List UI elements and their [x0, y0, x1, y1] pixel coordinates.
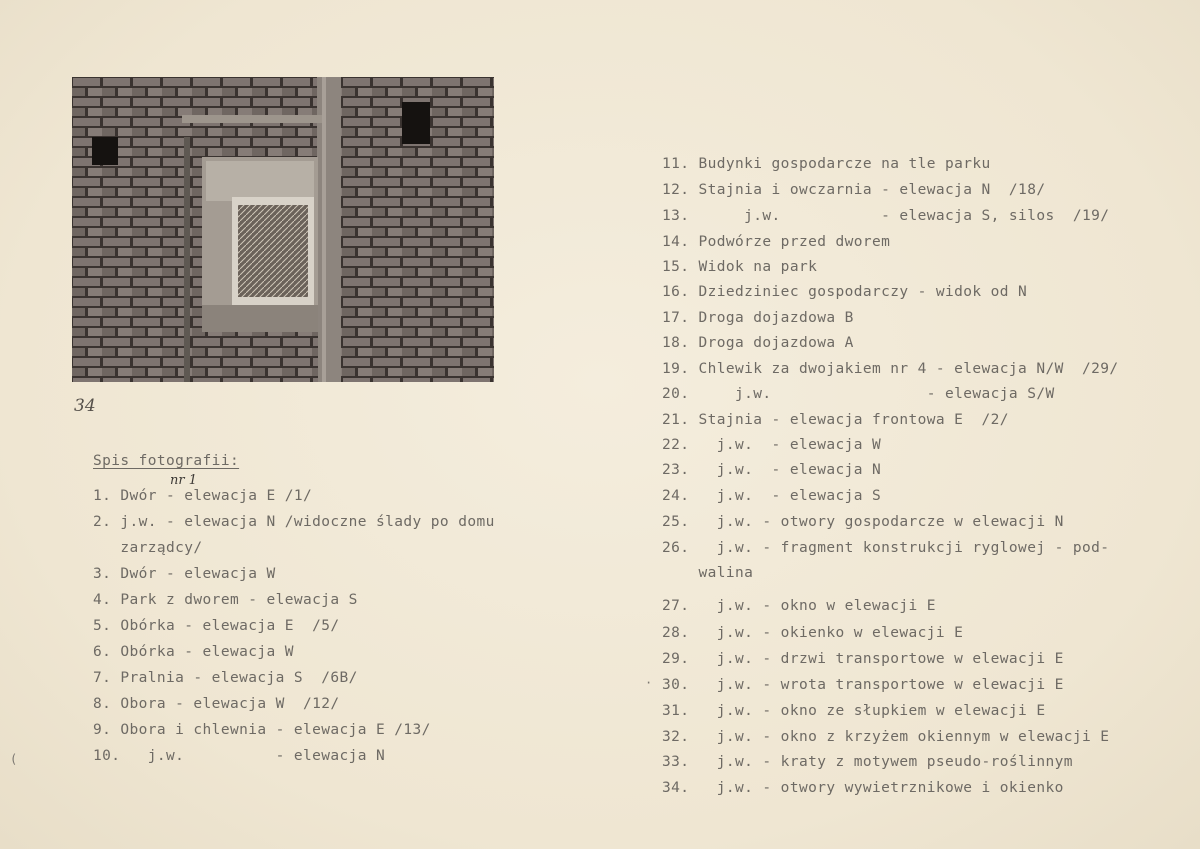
right-list-item: 16. Dziedziniec gospodarczy - widok od N [662, 284, 1028, 300]
right-list-item: 15. Widok na park [662, 259, 818, 275]
right-list-item: walina [662, 565, 754, 581]
handwritten-annotation: nr 1 [170, 473, 197, 488]
left-list-item: 8. Obora - elewacja W /12/ [93, 696, 340, 712]
right-list-item: 32. j.w. - okno z krzyżem okiennym w elewacji E [662, 729, 1110, 745]
right-list-item: 25. j.w. - otwory gospodarcze w elewacji N [662, 514, 1064, 530]
right-list-item: 21. Stajnia - elewacja frontowa E /2/ [662, 412, 1009, 428]
right-list-item: 30. j.w. - wrota transportowe w elewacji E [662, 677, 1064, 693]
photo-number-label: 34 [74, 396, 96, 416]
photograph-brick-wall-window [72, 77, 494, 382]
right-list-item: 31. j.w. - okno ze słupkiem w elewacji E [662, 703, 1046, 719]
right-list-item: 17. Droga dojazdowa B [662, 310, 854, 326]
left-list-item: 9. Obora i chlewnia - elewacja E /13/ [93, 722, 431, 738]
right-list-item: 18. Droga dojazdowa A [662, 335, 854, 351]
right-list-item: 11. Budynki gospodarcze na tle parku [662, 156, 991, 172]
right-list-item: 20. j.w. - elewacja S/W [662, 386, 1055, 402]
left-list-item: 3. Dwór - elewacja W [93, 566, 276, 582]
left-list-item: 2. j.w. - elewacja N /widoczne ślady po domu [93, 514, 495, 530]
right-list-item: 13. j.w. - elewacja S, silos /19/ [662, 208, 1110, 224]
right-list-item: 27. j.w. - okno w elewacji E [662, 598, 936, 614]
left-list-item: zarządcy/ [93, 540, 203, 556]
right-list-item: 23. j.w. - elewacja N [662, 462, 882, 478]
right-list-item: 12. Stajnia i owczarnia - elewacja N /18/ [662, 182, 1046, 198]
right-list-item: 33. j.w. - kraty z motywem pseudo-roślinnym [662, 754, 1073, 770]
left-list-item: 5. Obórka - elewacja E /5/ [93, 618, 340, 634]
left-list-item: 1. Dwór - elewacja E /1/ [93, 488, 313, 504]
right-list-item: 22. j.w. - elewacja W [662, 437, 882, 453]
right-list-item: 14. Podwórze przed dworem [662, 234, 891, 250]
right-list-item: 24. j.w. - elewacja S [662, 488, 882, 504]
margin-dot: · [645, 676, 653, 690]
right-list-item: 19. Chlewik za dwojakiem nr 4 - elewacja N/W /29/ [662, 361, 1119, 377]
left-list-item: 10. j.w. - elewacja N [93, 748, 386, 764]
margin-mark: ( [10, 752, 18, 766]
left-list-item: 6. Obórka - elewacja W [93, 644, 294, 660]
list-heading: Spis fotografii: [93, 453, 240, 469]
left-list-item: 4. Park z dworem - elewacja S [93, 592, 358, 608]
right-list-item: 29. j.w. - drzwi transportowe w elewacji E [662, 651, 1064, 667]
right-list-item: 28. j.w. - okienko w elewacji E [662, 625, 964, 641]
right-list-item: 34. j.w. - otwory wywietrznikowe i okienko [662, 780, 1064, 796]
left-list-item: 7. Pralnia - elewacja S /6B/ [93, 670, 358, 686]
right-list-item: 26. j.w. - fragment konstrukcji ryglowej - pod- [662, 540, 1110, 556]
